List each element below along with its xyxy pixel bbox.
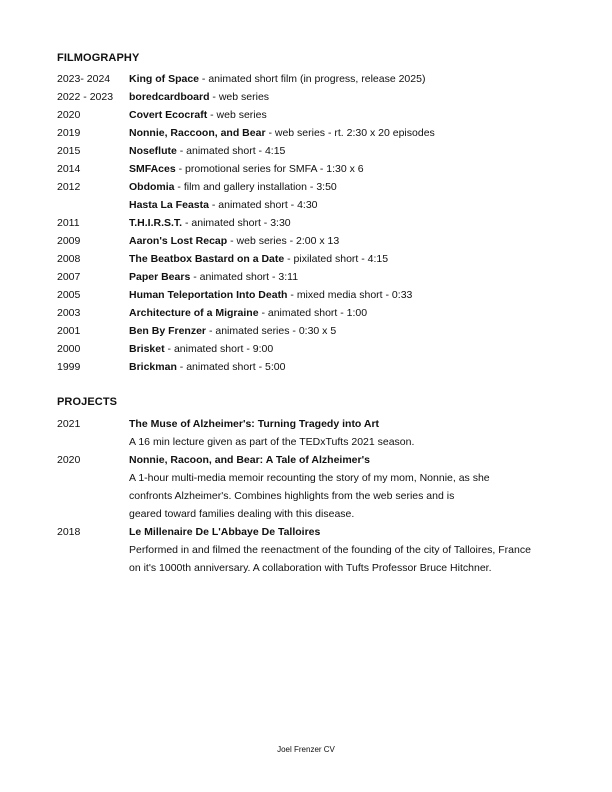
film-year: 2005 [57, 289, 81, 301]
project-description-line: Performed in and filmed the reenactment of the founding of the city of Talloires, France [129, 544, 531, 556]
film-desc: - animated short film (in progress, release 2025) [199, 73, 426, 85]
film-title: Architecture of a Migraine [129, 307, 259, 319]
project-description-line: geared toward families dealing with this disease. [129, 508, 355, 520]
film-year: 1999 [57, 361, 81, 373]
footer-cv-label: Joel Frenzer CV [277, 745, 335, 754]
film-title: Nonnie, Raccoon, and Bear [129, 127, 266, 139]
film-title: boredcardboard [129, 91, 210, 103]
film-title: King of Space [129, 73, 200, 85]
film-year: 2001 [57, 325, 81, 337]
film-year: 2019 [57, 127, 81, 139]
filmography-heading: FILMOGRAPHY [57, 52, 140, 64]
film-desc: - pixilated short - 4:15 [284, 253, 389, 265]
film-year: 2008 [57, 253, 81, 265]
project-description-line: A 16 min lecture given as part of the TEDxTufts 2021 season. [129, 436, 415, 448]
film-desc: - promotional series for SMFA - 1:30 x 6 [175, 163, 364, 175]
film-year: 2003 [57, 307, 81, 319]
film-year: 2020 [57, 109, 81, 121]
film-desc: - web series - rt. 2:30 x 20 episodes [265, 127, 435, 139]
project-title: The Muse of Alzheimer's: Turning Tragedy into Art [129, 418, 380, 430]
film-year: 2014 [57, 163, 81, 175]
film-title: Brisket [129, 343, 165, 355]
film-title: Hasta La Feasta [129, 199, 209, 211]
film-title: T.H.I.R.S.T. [129, 217, 183, 229]
project-description-line: on it's 1000th anniversary. A collaboration with Tufts Professor Bruce Hitchner. [129, 562, 492, 574]
film-title: Human Teleportation Into Death [129, 289, 288, 301]
film-title: Covert Ecocraft [129, 109, 208, 121]
film-year: 2007 [57, 271, 81, 283]
project-title: Nonnie, Racoon, and Bear: A Tale of Alzheimer's [129, 454, 370, 466]
film-title: Ben By Frenzer [129, 325, 207, 337]
project-description-line: confronts Alzheimer's. Combines highlights from the web series and is [129, 490, 455, 502]
film-year: 2023- 2024 [57, 73, 111, 85]
film-title: Obdomia [129, 181, 175, 193]
film-title: Paper Bears [129, 271, 191, 283]
project-title: Le Millenaire De L'Abbaye De Talloires [129, 526, 321, 538]
film-desc: - animated short - 3:30 [182, 217, 291, 229]
film-desc: - animated short - 5:00 [176, 361, 286, 373]
film-year: 2011 [57, 217, 80, 229]
film-year: 2000 [57, 343, 81, 355]
film-year: 2015 [57, 145, 81, 157]
film-desc: - web series [209, 91, 270, 103]
film-title: Brickman [129, 361, 177, 373]
project-year: 2021 [57, 418, 81, 430]
project-year: 2020 [57, 454, 81, 466]
projects-heading: PROJECTS [57, 396, 118, 408]
film-year: 2022 - 2023 [57, 91, 114, 103]
film-title: The Beatbox Bastard on a Date [129, 253, 285, 265]
film-year: 2009 [57, 235, 81, 247]
film-desc: - animated short - 1:00 [258, 307, 368, 319]
film-title: Noseflute [129, 145, 177, 157]
film-title: SMFAces [129, 163, 176, 175]
film-desc: - animated short - 9:00 [164, 343, 274, 355]
film-desc: - animated short - 4:30 [208, 199, 318, 211]
film-desc: - web series [207, 109, 267, 121]
film-desc: - animated short - 4:15 [176, 145, 286, 157]
film-desc: - film and gallery installation - 3:50 [174, 181, 337, 193]
film-desc: - animated series - 0:30 x 5 [206, 325, 337, 337]
film-desc: - web series - 2:00 x 13 [227, 235, 340, 247]
project-year: 2018 [57, 526, 81, 538]
film-desc: - animated short - 3:11 [190, 271, 299, 283]
film-title: Aaron's Lost Recap [129, 235, 228, 247]
project-description-line: A 1-hour multi-media memoir recounting the story of my mom, Nonnie, as she [129, 472, 490, 484]
film-desc: - mixed media short - 0:33 [287, 289, 413, 301]
film-year: 2012 [57, 181, 81, 193]
